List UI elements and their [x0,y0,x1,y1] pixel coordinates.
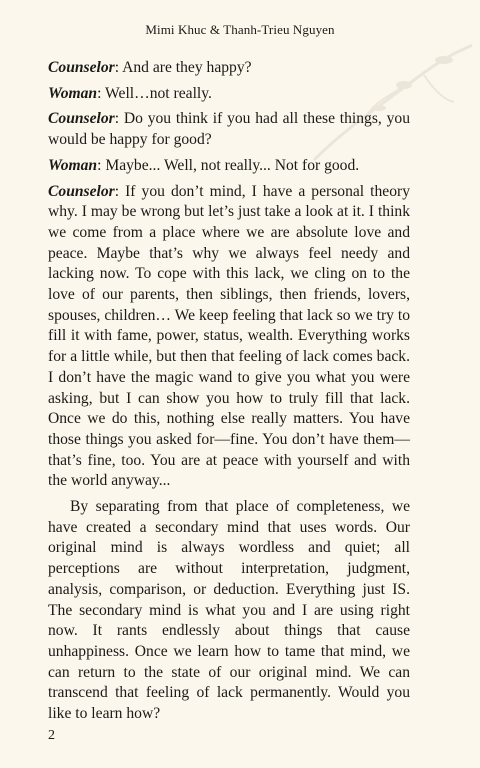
dialogue-text: : Do you think if you had all these things, you would be happy for good? [48,110,410,149]
speaker-label: Counselor [48,182,115,200]
dialogue-line [48,58,410,79]
dialogue-text: : And are they happy? [114,59,252,76]
speaker-label: Woman [48,156,98,174]
running-header: Mimi Khuc & Thanh-Trieu Nguyen [145,22,335,37]
dialogue-line [48,156,410,177]
dialogue-text: : Well…not really. [97,84,212,102]
speaker-label: Counselor [48,110,115,128]
body-paragraph: By separating from that place of completeness, we have created a secondary mind that uses words. Our original mind is always wordless and quiet; all perceptions are without interpretation, judgment, analysis, comparison, or deduction. Everything just IS. The secondary mind is what you and I are using right now. It rants endlessly about things that cause unhappiness. Once we learn how to tame that mind, we can return to the state of our original mind. We can transcend that feeling of lack permanently. Would you like to learn how? [48,498,410,723]
speaker-label: Counselor [48,59,115,76]
dialogue-line [48,109,410,150]
dialogue-text: : Maybe... Well, not really... Not for good. [97,156,360,174]
speaker-label: Woman [48,84,98,102]
dialogue-line [48,84,410,105]
body-text [48,58,410,730]
dialogue-text: : If you don’t mind, I have a personal theory why. I may be wrong but let’s just take a look at it. I think we come from a place where we are absolute love and peace. Maybe that’s why we always feel needy and lacking now. To cope with this lack, we cling on to the love of our parents, then siblings, then friends, lovers, spouses, children… We keep feeling that lack so we try to fill it with fame, power, status, wealth. Everything works for a little while, but then that feeling of lack comes back. I don’t have the magic wand to give you what you were asking, but I can show you how to truly fill that lack. Once we do this, nothing else really matters. You have those things you asked for—fine. You don’t have them—that’s fine, too. You are at peace with yourself and with the world anyway... [48,182,410,490]
dialogue-line [48,182,410,493]
page-number: 2 [48,728,55,743]
